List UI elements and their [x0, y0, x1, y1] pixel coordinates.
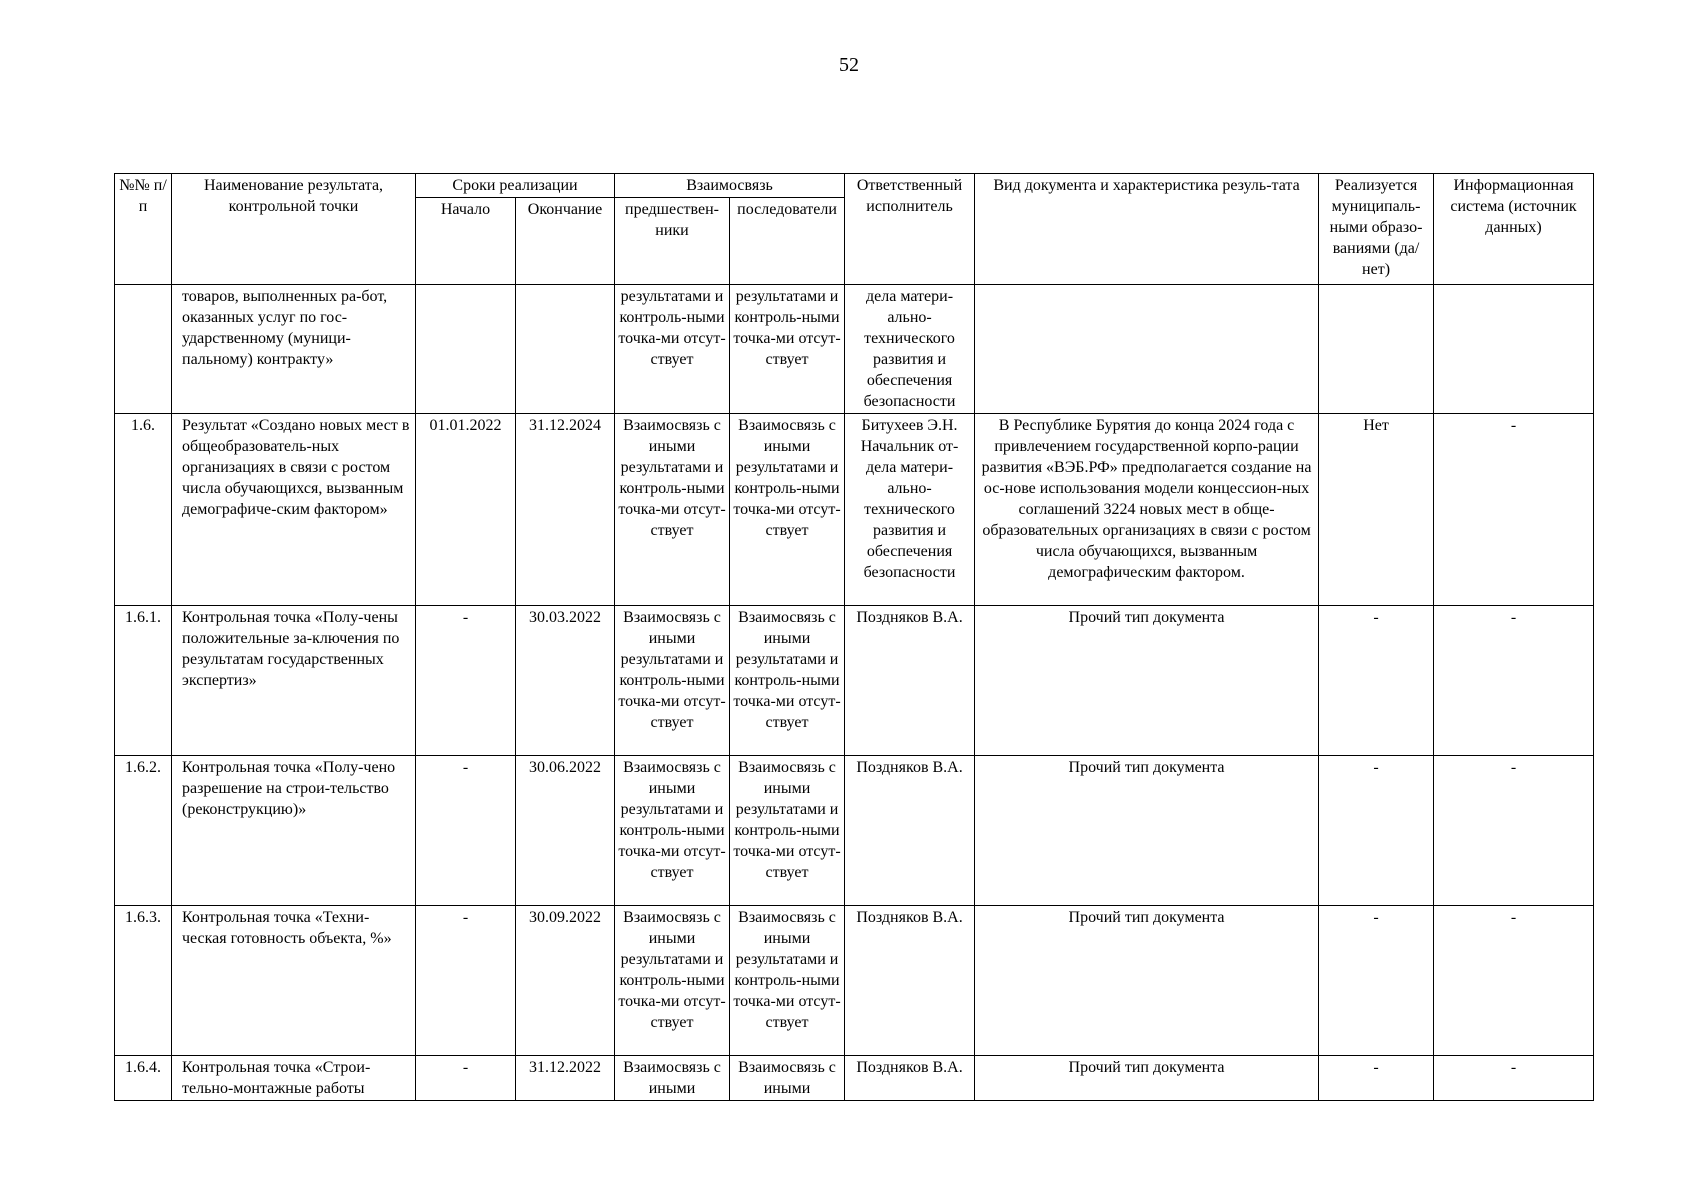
cell-start: -: [416, 906, 516, 1056]
table-row: [115, 756, 1594, 906]
header-terms: Сроки реализации: [416, 174, 615, 198]
cell-start: -: [416, 1056, 516, 1101]
cell-info-system: [1434, 285, 1594, 414]
header-municipal: Реализуется муниципаль-ными образо-ваниями (да/нет): [1319, 174, 1434, 285]
cell-responsible: Поздняков В.А.: [845, 906, 975, 1056]
cell-num: 1.6.2.: [115, 756, 172, 906]
cell-successors: Взаимосвязь с иными результатами и контроль-ными точка-ми отсут-ствует: [730, 756, 845, 906]
cell-end: 31.12.2022: [516, 1056, 615, 1101]
cell-predecessors: Взаимосвязь с иными: [615, 1056, 730, 1101]
cell-end: [516, 285, 615, 414]
cell-name: товаров, выполненных ра-бот, оказанных услуг по гос-ударственному (муници-пальному) контракту»: [172, 285, 416, 414]
cell-successors: Взаимосвязь с иными результатами и контроль-ными точка-ми отсут-ствует: [730, 414, 845, 606]
cell-doc-type: В Республике Бурятия до конца 2024 года с привлечением государственной корпо-рации развития «ВЭБ.РФ» предполагается создание на ос-нове использования модели концессион-ных соглашений 3224 новых мест в обще-образовательных организациях в связи с ростом числа обучающихся, вызванным демографическим фактором.: [975, 414, 1319, 606]
cell-start: 01.01.2022: [416, 414, 516, 606]
cell-info-system: -: [1434, 1056, 1594, 1101]
cell-info-system: -: [1434, 906, 1594, 1056]
cell-name: Результат «Создано новых мест в общеобразователь-ных организациях в связи с ростом числа обучающихся, вызванным демографиче-ским фактором»: [172, 414, 416, 606]
header-doc-type: Вид документа и характеристика резуль-тата: [975, 174, 1319, 285]
cell-num: 1.6.: [115, 414, 172, 606]
table-row: [115, 414, 1594, 606]
cell-successors: результатами и контроль-ными точка-ми отсут-ствует: [730, 285, 845, 414]
table-row: [115, 1056, 1594, 1101]
cell-municipal: -: [1319, 606, 1434, 756]
cell-municipal: -: [1319, 756, 1434, 906]
cell-start: -: [416, 606, 516, 756]
cell-end: 30.03.2022: [516, 606, 615, 756]
cell-info-system: -: [1434, 414, 1594, 606]
cell-predecessors: Взаимосвязь с иными результатами и контроль-ными точка-ми отсут-ствует: [615, 414, 730, 606]
cell-info-system: -: [1434, 606, 1594, 756]
cell-responsible: Поздняков В.А.: [845, 606, 975, 756]
cell-municipal: -: [1319, 1056, 1434, 1101]
cell-doc-type: Прочий тип документа: [975, 906, 1319, 1056]
header-relation: Взаимосвязь: [615, 174, 845, 198]
cell-num: 1.6.3.: [115, 906, 172, 1056]
cell-num: [115, 285, 172, 414]
table-header: [115, 174, 1594, 285]
cell-start: -: [416, 756, 516, 906]
cell-doc-type: Прочий тип документа: [975, 606, 1319, 756]
cell-responsible: Поздняков В.А.: [845, 756, 975, 906]
header-name: Наименование результата, контрольной точки: [172, 174, 416, 285]
table-body: [115, 285, 1594, 1101]
cell-responsible: Поздняков В.А.: [845, 1056, 975, 1101]
header-end: Окончание: [516, 198, 615, 285]
table-row: [115, 606, 1594, 756]
cell-municipal: Нет: [1319, 414, 1434, 606]
cell-successors: Взаимосвязь с иными: [730, 1056, 845, 1101]
header-start: Начало: [416, 198, 516, 285]
cell-predecessors: Взаимосвязь с иными результатами и контроль-ными точка-ми отсут-ствует: [615, 756, 730, 906]
header-num: №№ п/п: [115, 174, 172, 285]
cell-doc-type: [975, 285, 1319, 414]
results-table: [114, 173, 1594, 1101]
cell-end: 30.09.2022: [516, 906, 615, 1056]
cell-end: 31.12.2024: [516, 414, 615, 606]
header-predecessors: предшествен-ники: [615, 198, 730, 285]
cell-doc-type: Прочий тип документа: [975, 1056, 1319, 1101]
cell-start: [416, 285, 516, 414]
table-row: [115, 285, 1594, 414]
cell-end: 30.06.2022: [516, 756, 615, 906]
cell-responsible: дела матери-ально-технического развития и обеспечения безопасности: [845, 285, 975, 414]
cell-responsible: Битухеев Э.Н. Начальник от-дела матери-ально-технического развития и обеспечения безопасности: [845, 414, 975, 606]
cell-successors: Взаимосвязь с иными результатами и контроль-ными точка-ми отсут-ствует: [730, 606, 845, 756]
cell-name: Контрольная точка «Полу-чены положительные за-ключения по результатам государственных экспертиз»: [172, 606, 416, 756]
cell-num: 1.6.1.: [115, 606, 172, 756]
table-row: [115, 906, 1594, 1056]
header-info-system: Информационная система (источник данных): [1434, 174, 1594, 285]
cell-name: Контрольная точка «Полу-чено разрешение на строи-тельство (реконструкцию)»: [172, 756, 416, 906]
header-successors: последователи: [730, 198, 845, 285]
cell-municipal: [1319, 285, 1434, 414]
cell-info-system: -: [1434, 756, 1594, 906]
cell-municipal: -: [1319, 906, 1434, 1056]
cell-num: 1.6.4.: [115, 1056, 172, 1101]
cell-name: Контрольная точка «Строи-тельно-монтажные работы: [172, 1056, 416, 1101]
page-number: 52: [839, 54, 859, 76]
cell-doc-type: Прочий тип документа: [975, 756, 1319, 906]
cell-successors: Взаимосвязь с иными результатами и контроль-ными точка-ми отсут-ствует: [730, 906, 845, 1056]
cell-predecessors: Взаимосвязь с иными результатами и контроль-ными точка-ми отсут-ствует: [615, 906, 730, 1056]
cell-predecessors: результатами и контроль-ными точка-ми отсут-ствует: [615, 285, 730, 414]
header-responsible: Ответственный исполнитель: [845, 174, 975, 285]
cell-name: Контрольная точка «Техни-ческая готовность объекта, %»: [172, 906, 416, 1056]
cell-predecessors: Взаимосвязь с иными результатами и контроль-ными точка-ми отсут-ствует: [615, 606, 730, 756]
